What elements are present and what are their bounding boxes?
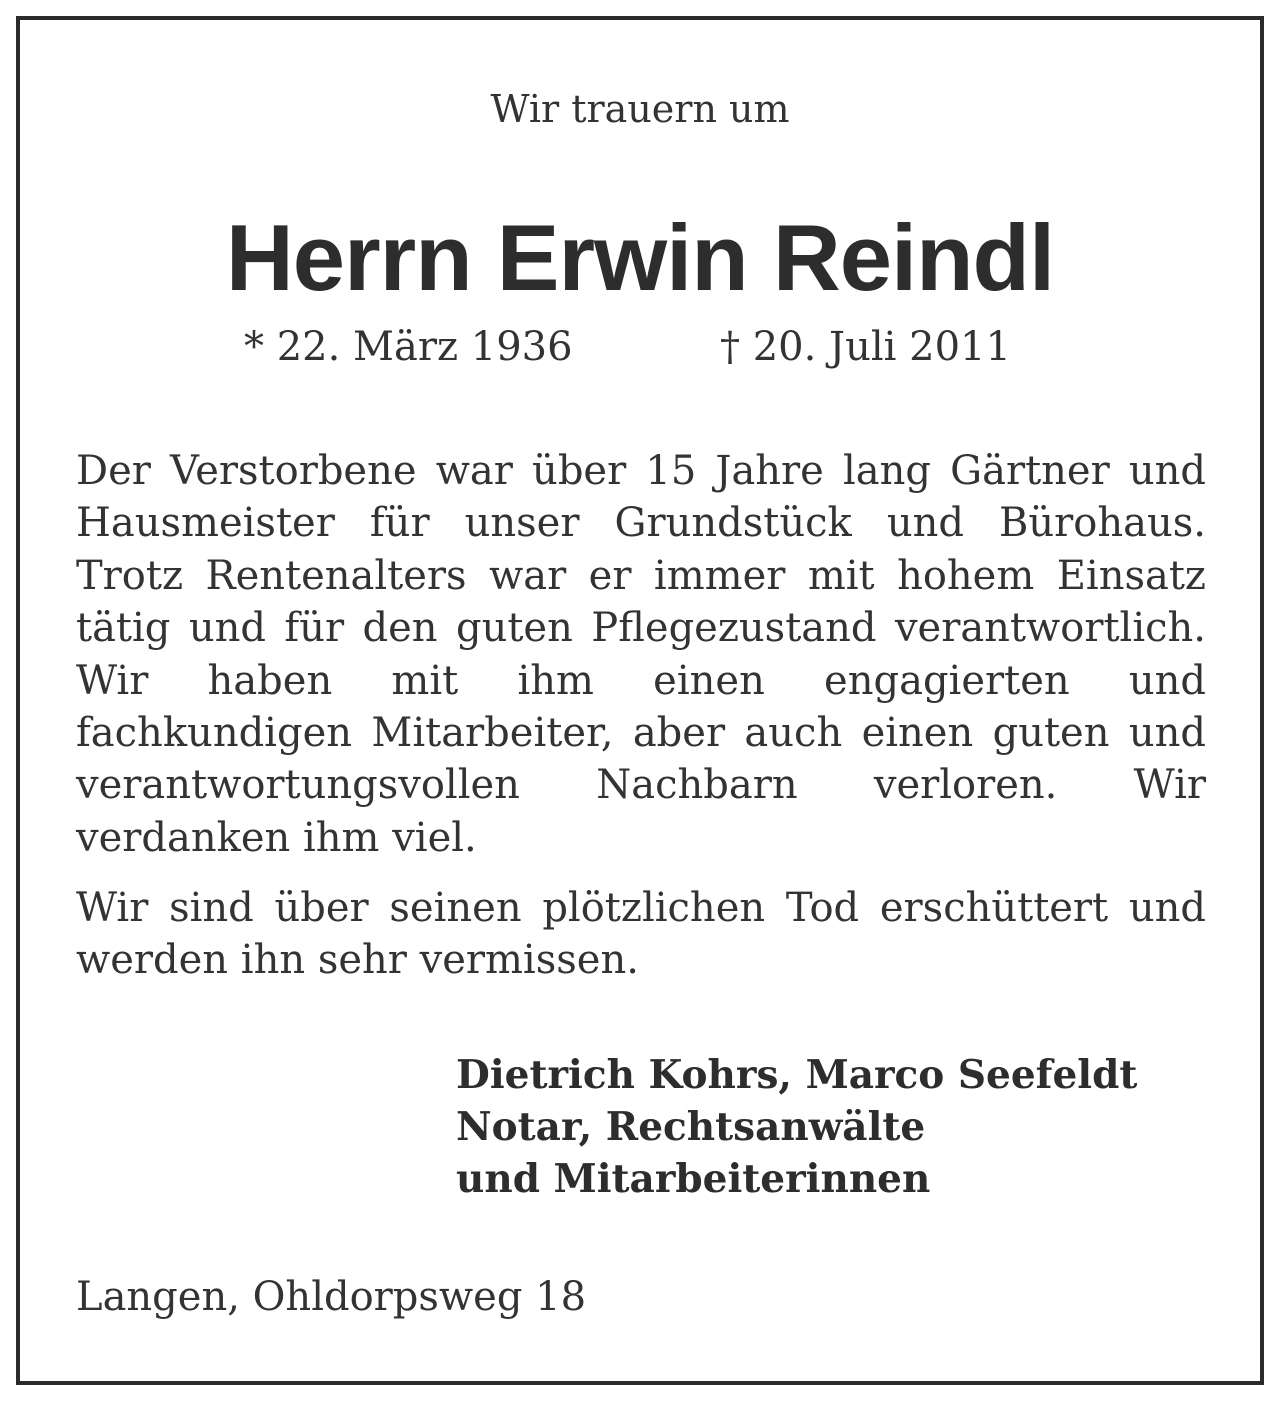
address: Langen, Ohldorpsweg 18	[76, 1274, 587, 1320]
death-date: † 20. Juli 2011	[720, 324, 1011, 370]
tribute-paragraph: Der Verstorbene war über 15 Jahre lang Gärtner und Hausmeister für unser Grundstück und Bürohaus. Trotz Rentenalters war er immer mit hohem Einsatz tätig und für den guten Pflegezustand verantwortlich. Wir haben mit ihm einen engagierten und fachkundigen Mitarbeiter, aber auch einen guten und verantwortungsvollen Nachbarn verloren. Wir verdanken ihm viel.	[76, 448, 1206, 861]
birth-date: * 22. März 1936	[244, 324, 573, 370]
condolence-paragraph: Wir sind über seinen plötzlichen Tod erschüttert und werden ihn sehr vermissen.	[76, 885, 1206, 984]
signature-staff: und Mitarbeiterinnen	[456, 1156, 931, 1202]
signature-block	[456, 1049, 1137, 1205]
signature-names: Dietrich Kohrs, Marco Seefeldt	[456, 1052, 1138, 1098]
signature-titles: Notar, Rechtsanwälte	[456, 1104, 926, 1150]
intro-text: Wir trauern um	[490, 87, 790, 131]
obituary-notice	[16, 16, 1264, 1385]
deceased-name: Herrn Erwin Reindl	[225, 205, 1055, 310]
